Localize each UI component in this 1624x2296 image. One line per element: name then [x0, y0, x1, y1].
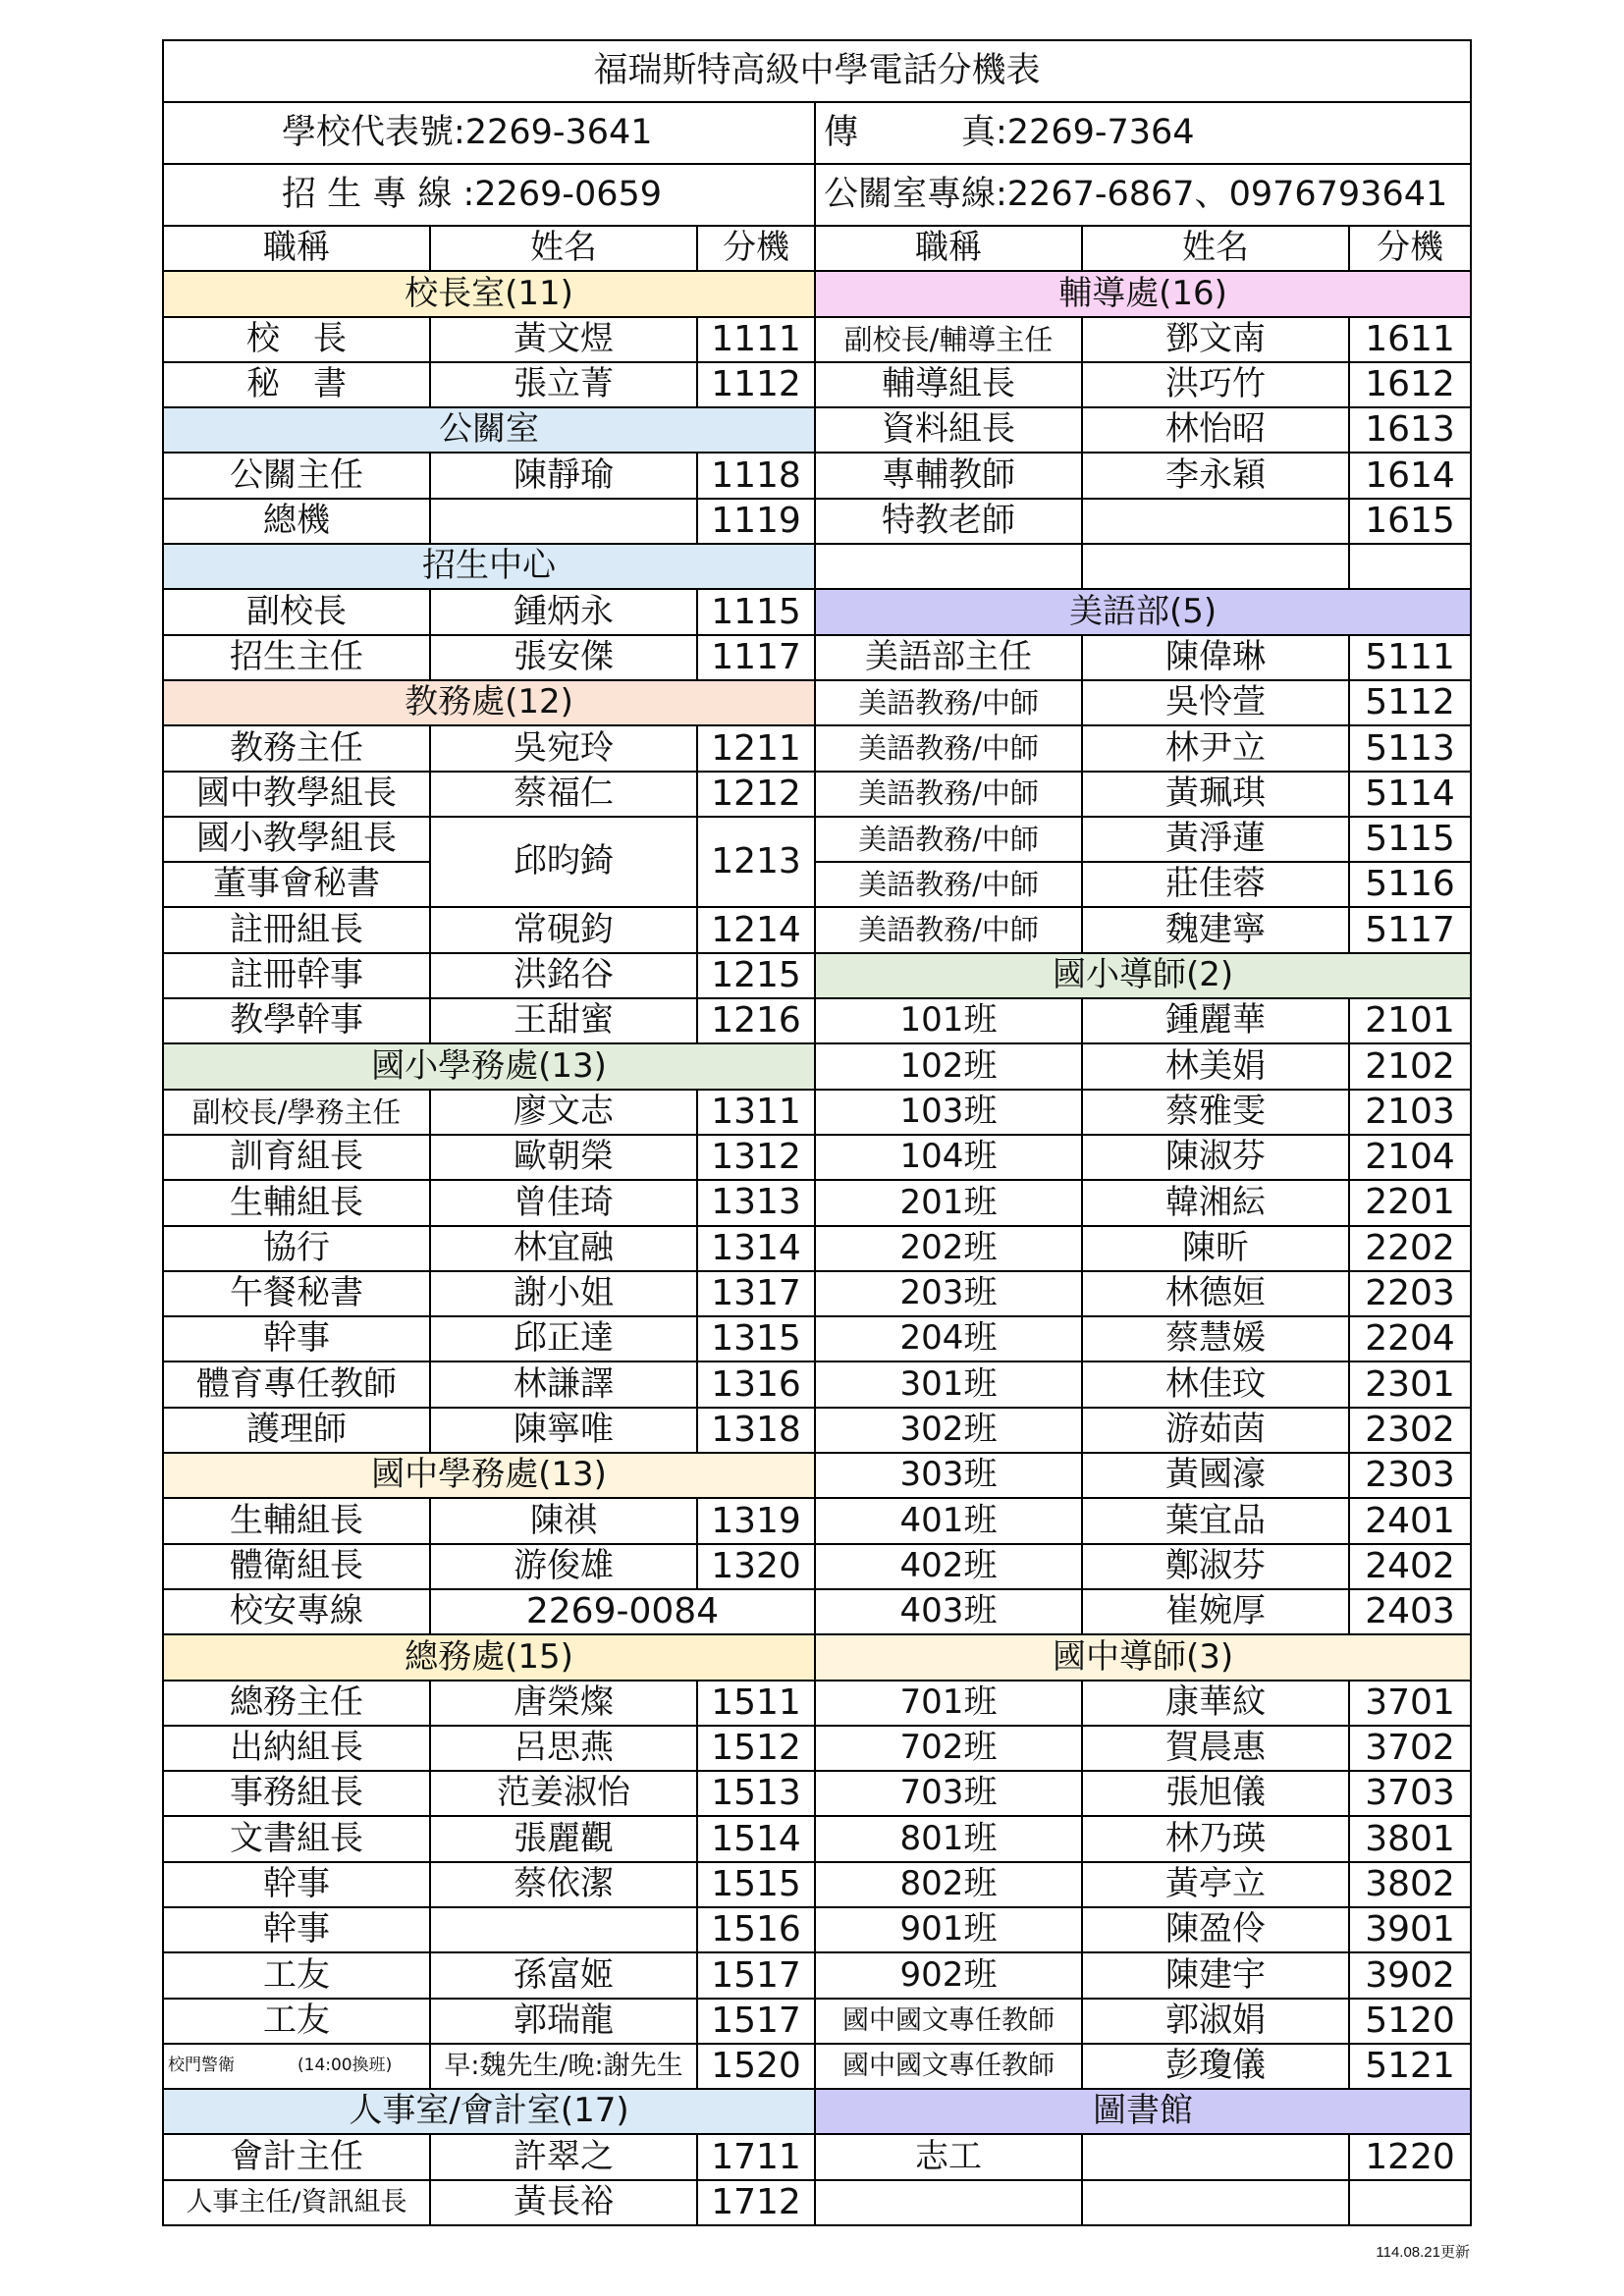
cell-title: 公關主任 [163, 453, 430, 498]
cell-title: 特教老師 [815, 499, 1082, 544]
cell-ext: 2402 [1349, 1544, 1471, 1589]
section-principal: 校長室(11) [163, 271, 815, 316]
cell-ext: 3902 [1349, 1952, 1471, 1998]
section-academic: 教務處(12) [163, 680, 815, 725]
cell-name [430, 499, 697, 544]
cell-ext: 3702 [1349, 1726, 1471, 1771]
cell-title: 303班 [815, 1453, 1082, 1498]
cell-title: 美語教務/中師 [815, 862, 1082, 907]
cell-name: 歐朝榮 [430, 1135, 697, 1180]
fax-number: 傳 真:2269-7364 [815, 102, 1471, 164]
cell-name: 蔡慧媛 [1082, 1316, 1349, 1362]
cell-ext: 2201 [1349, 1180, 1471, 1225]
table-row [163, 317, 1471, 362]
table-row [163, 635, 1471, 680]
cell-name: 黃文煜 [430, 317, 697, 362]
cell-ext: 1117 [697, 635, 815, 680]
table-row [163, 1544, 1471, 1589]
cell-title: 事務組長 [163, 1771, 430, 1816]
cell-ext: 1220 [1349, 2134, 1471, 2179]
cell-ext: 1315 [697, 1316, 815, 1362]
header-ext: 分機 [1349, 226, 1471, 271]
cell-name [430, 1907, 697, 1952]
table-row [163, 1043, 1471, 1089]
cell-ext: 5115 [1349, 817, 1471, 862]
cell-name: 蔡依潔 [430, 1862, 697, 1907]
cell-name: 吳怜萱 [1082, 680, 1349, 725]
cell-title: 訓育組長 [163, 1135, 430, 1180]
cell-name: 陳靜瑜 [430, 453, 697, 498]
cell-ext: 1517 [697, 1952, 815, 1998]
cell-ext: 2403 [1349, 1589, 1471, 1634]
cell-title: 101班 [815, 998, 1082, 1043]
safety-hotline: 2269-0084 [430, 1589, 815, 1634]
cell-ext: 1320 [697, 1544, 815, 1589]
cell-title: 203班 [815, 1271, 1082, 1316]
header-row [163, 226, 1471, 271]
cell-name: 許翠之 [430, 2134, 697, 2179]
cell-name: 鄭淑芬 [1082, 1544, 1349, 1589]
table-row [163, 1907, 1471, 1952]
cell-title: 702班 [815, 1726, 1082, 1771]
cell-title: 幹事 [163, 1907, 430, 1952]
cell-name: 彭瓊儀 [1082, 2044, 1349, 2089]
section-general: 總務處(15) [163, 1634, 815, 1680]
cell-ext: 1311 [697, 1090, 815, 1135]
section-elem-student: 國小學務處(13) [163, 1043, 815, 1089]
cell-ext: 1517 [697, 1999, 815, 2044]
table-row [163, 1726, 1471, 1771]
cell-ext: 2102 [1349, 1043, 1471, 1089]
cell-ext: 1712 [697, 2180, 815, 2225]
table-row [163, 1362, 1471, 1407]
table-row [163, 2134, 1471, 2179]
cell-title: 體衛組長 [163, 1544, 430, 1589]
table-row [163, 499, 1471, 544]
cell-title: 國中教學組長 [163, 772, 430, 817]
table-row [163, 1999, 1471, 2044]
cell-ext: 1112 [697, 362, 815, 407]
cell-ext: 2204 [1349, 1316, 1471, 1362]
cell-name: 魏建寧 [1082, 907, 1349, 952]
page-title: 福瑞斯特高級中學電話分機表 [163, 40, 1471, 102]
cell-name: 謝小姐 [430, 1271, 697, 1316]
table-row [163, 772, 1471, 817]
cell-title: 招生主任 [163, 635, 430, 680]
cell-name: 黃亭立 [1082, 1862, 1349, 1907]
table-row [163, 817, 1471, 862]
cell-name: 廖文志 [430, 1090, 697, 1135]
cell-ext: 2103 [1349, 1090, 1471, 1135]
cell-title: 副校長/學務主任 [163, 1090, 430, 1135]
cell-ext: 1513 [697, 1771, 815, 1816]
cell-title: 美語部主任 [815, 635, 1082, 680]
cell-title: 校 長 [163, 317, 430, 362]
cell-title: 文書組長 [163, 1816, 430, 1861]
cell-name: 林宜融 [430, 1226, 697, 1271]
cell-name: 蔡福仁 [430, 772, 697, 817]
table-row [163, 1681, 1471, 1726]
cell-title: 美語教務/中師 [815, 725, 1082, 771]
empty-cell [1349, 544, 1471, 589]
cell-title: 體育專任教師 [163, 1362, 430, 1407]
cell-title: 協行 [163, 1226, 430, 1271]
cell-title: 生輔組長 [163, 1498, 430, 1543]
update-note: 114.08.21更新 [1376, 2244, 1470, 2261]
cell-name: 林乃瑛 [1082, 1816, 1349, 1861]
empty-cell [1082, 544, 1349, 589]
cell-title: 總機 [163, 499, 430, 544]
cell-title: 幹事 [163, 1862, 430, 1907]
cell-name [1082, 2134, 1349, 2179]
cell-ext: 1711 [697, 2134, 815, 2179]
cell-ext: 3801 [1349, 1816, 1471, 1861]
cell-title: 403班 [815, 1589, 1082, 1634]
cell-name: 孫富姬 [430, 1952, 697, 1998]
cell-name: 洪巧竹 [1082, 362, 1349, 407]
section-library: 圖書館 [815, 2089, 1471, 2134]
cell-name: 張安傑 [430, 635, 697, 680]
table-row [163, 1589, 1471, 1634]
cell-name: 崔婉厚 [1082, 1589, 1349, 1634]
cell-ext: 1512 [697, 1726, 815, 1771]
cell-ext: 2104 [1349, 1135, 1471, 1180]
cell-title: 國小教學組長 [163, 817, 430, 862]
cell-title: 資料組長 [815, 407, 1082, 453]
section-jh-student: 國中學務處(13) [163, 1453, 815, 1498]
cell-ext: 1612 [1349, 362, 1471, 407]
cell-name: 曾佳琦 [430, 1180, 697, 1225]
cell-ext: 2202 [1349, 1226, 1471, 1271]
cell-title: 工友 [163, 1999, 430, 2044]
cell-title: 402班 [815, 1544, 1082, 1589]
cell-ext: 1511 [697, 1681, 815, 1726]
cell-name: 游俊雄 [430, 1544, 697, 1589]
table-row [163, 1180, 1471, 1225]
cell-name: 莊佳蓉 [1082, 862, 1349, 907]
cell-name: 林佳玟 [1082, 1362, 1349, 1407]
table-row [163, 407, 1471, 453]
table-row [163, 1090, 1471, 1135]
cell-name: 葉宜品 [1082, 1498, 1349, 1543]
cell-title: 會計主任 [163, 2134, 430, 2179]
cell-title: 註冊幹事 [163, 953, 430, 998]
cell-title: 午餐秘書 [163, 1271, 430, 1316]
cell-title: 秘 書 [163, 362, 430, 407]
header-name: 姓名 [430, 226, 697, 271]
cell-name: 吳宛玲 [430, 725, 697, 771]
cell-name: 賀晨惠 [1082, 1726, 1349, 1771]
cell-name: 唐榮燦 [430, 1681, 697, 1726]
cell-title: 202班 [815, 1226, 1082, 1271]
table-row [163, 1634, 1471, 1680]
cell-name: 邱正達 [430, 1316, 697, 1362]
cell-name: 黃淨蓮 [1082, 817, 1349, 862]
cell-title: 美語教務/中師 [815, 817, 1082, 862]
cell-ext: 1613 [1349, 407, 1471, 453]
cell-ext: 2203 [1349, 1271, 1471, 1316]
admission-line: 招 生 專 線 :2269-0659 [163, 164, 815, 226]
cell-title: 校安專線 [163, 1589, 430, 1634]
cell-name [1082, 499, 1349, 544]
cell-ext: 2301 [1349, 1362, 1471, 1407]
cell-name: 林德姮 [1082, 1271, 1349, 1316]
cell-name: 呂思燕 [430, 1726, 697, 1771]
cell-title: 401班 [815, 1498, 1082, 1543]
header-title: 職稱 [163, 226, 430, 271]
table-row [163, 2089, 1471, 2134]
cell-title: 美語教務/中師 [815, 907, 1082, 952]
cell-ext: 1215 [697, 953, 815, 998]
cell-ext: 3701 [1349, 1681, 1471, 1726]
cell-ext: 3802 [1349, 1862, 1471, 1907]
table-row [163, 2180, 1471, 2225]
empty-cell [1349, 2180, 1471, 2225]
cell-title: 301班 [815, 1362, 1082, 1407]
cell-ext: 5111 [1349, 635, 1471, 680]
cell-ext: 1119 [697, 499, 815, 544]
cell-title: 工友 [163, 1952, 430, 1998]
cell-title: 幹事 [163, 1316, 430, 1362]
cell-title: 出納組長 [163, 1726, 430, 1771]
section-counseling: 輔導處(16) [815, 271, 1471, 316]
phone-extension-sheet [162, 39, 1470, 2226]
cell-name: 黃珮琪 [1082, 772, 1349, 817]
section-elem-homeroom: 國小導師(2) [815, 953, 1471, 998]
cell-title: 總務主任 [163, 1681, 430, 1726]
table-row [163, 953, 1471, 998]
cell-ext: 1214 [697, 907, 815, 952]
cell-name: 張旭儀 [1082, 1771, 1349, 1816]
table-row [163, 2044, 1471, 2089]
table-row [163, 544, 1471, 589]
table-row [163, 1226, 1471, 1271]
table-row [163, 1862, 1471, 1907]
cell-ext: 3703 [1349, 1771, 1471, 1816]
cell-ext: 5116 [1349, 862, 1471, 907]
table-row [163, 453, 1471, 498]
cell-title: 901班 [815, 1907, 1082, 1952]
table-row [163, 1316, 1471, 1362]
cell-title: 教學幹事 [163, 998, 430, 1043]
table-row [163, 589, 1471, 634]
cell-name: 陳淑芬 [1082, 1135, 1349, 1180]
cell-ext: 1314 [697, 1226, 815, 1271]
cell-title: 701班 [815, 1681, 1082, 1726]
cell-ext: 1615 [1349, 499, 1471, 544]
cell-name: 林尹立 [1082, 725, 1349, 771]
section-personnel: 人事室/會計室(17) [163, 2089, 815, 2134]
table-row [163, 725, 1471, 771]
cell-ext: 5120 [1349, 1999, 1471, 2044]
cell-ext: 3901 [1349, 1907, 1471, 1952]
cell-name: 鍾麗華 [1082, 998, 1349, 1043]
cell-ext: 1316 [697, 1362, 815, 1407]
table-row [163, 998, 1471, 1043]
guard-shift-note: (14:00換班) [298, 2056, 393, 2076]
cell-title: 201班 [815, 1180, 1082, 1225]
table-row [163, 862, 1471, 907]
cell-name: 張立菁 [430, 362, 697, 407]
cell-title-guard [163, 2044, 430, 2089]
cell-ext: 1317 [697, 1271, 815, 1316]
cell-title: 302班 [815, 1408, 1082, 1453]
cell-name: 郭淑娟 [1082, 1999, 1349, 2044]
cell-name: 王甜蜜 [430, 998, 697, 1043]
cell-ext: 5121 [1349, 2044, 1471, 2089]
cell-title: 102班 [815, 1043, 1082, 1089]
table-row [163, 680, 1471, 725]
cell-ext: 2303 [1349, 1453, 1471, 1498]
cell-ext: 5113 [1349, 725, 1471, 771]
empty-cell [1082, 2180, 1349, 2225]
cell-title: 教務主任 [163, 725, 430, 771]
cell-name: 陳盈伶 [1082, 1907, 1349, 1952]
cell-title: 志工 [815, 2134, 1082, 2179]
section-admission: 招生中心 [163, 544, 815, 589]
cell-name: 康華紋 [1082, 1681, 1349, 1726]
cell-ext: 1212 [697, 772, 815, 817]
cell-ext: 1313 [697, 1180, 815, 1225]
empty-cell [815, 544, 1082, 589]
cell-ext: 2101 [1349, 998, 1471, 1043]
cell-name: 林美娟 [1082, 1043, 1349, 1089]
pr-line: 公關室專線:2267-6867、0976793641 [815, 164, 1471, 226]
cell-title: 103班 [815, 1090, 1082, 1135]
header-name: 姓名 [1082, 226, 1349, 271]
cell-name: 黃國濠 [1082, 1453, 1349, 1498]
cell-title: 703班 [815, 1771, 1082, 1816]
cell-ext: 1515 [697, 1862, 815, 1907]
cell-name: 范姜淑怡 [430, 1771, 697, 1816]
cell-ext: 1318 [697, 1408, 815, 1453]
cell-title: 董事會秘書 [163, 862, 430, 907]
table-row [163, 1453, 1471, 1498]
cell-name: 林怡昭 [1082, 407, 1349, 453]
table-row [163, 1952, 1471, 1998]
cell-ext: 1118 [697, 453, 815, 498]
table-row [163, 1771, 1471, 1816]
cell-name: 李永穎 [1082, 453, 1349, 498]
cell-ext: 5112 [1349, 680, 1471, 725]
cell-title: 國中國文專任教師 [815, 2044, 1082, 2089]
cell-name: 陳建宇 [1082, 1952, 1349, 1998]
main-phone: 學校代表號:2269-3641 [163, 102, 815, 164]
cell-ext: 1111 [697, 317, 815, 362]
cell-name: 黃長裕 [430, 2180, 697, 2225]
cell-ext: 2401 [1349, 1498, 1471, 1543]
cell-title: 人事主任/資訊組長 [163, 2180, 430, 2225]
cell-ext: 1319 [697, 1498, 815, 1543]
cell-name: 陳偉琳 [1082, 635, 1349, 680]
cell-ext: 1312 [697, 1135, 815, 1180]
cell-title: 生輔組長 [163, 1180, 430, 1225]
cell-ext: 1211 [697, 725, 815, 771]
cell-name: 韓湘紜 [1082, 1180, 1349, 1225]
table-row [163, 1816, 1471, 1861]
section-pr: 公關室 [163, 407, 815, 453]
cell-title: 902班 [815, 1952, 1082, 1998]
cell-title: 801班 [815, 1816, 1082, 1861]
cell-ext: 1516 [697, 1907, 815, 1952]
cell-name: 林謙譯 [430, 1362, 697, 1407]
cell-title: 專輔教師 [815, 453, 1082, 498]
section-english: 美語部(5) [815, 589, 1471, 634]
cell-name: 早:魏先生/晚:謝先生 [430, 2044, 697, 2089]
table-row [163, 1498, 1471, 1543]
cell-title: 802班 [815, 1862, 1082, 1907]
cell-name: 蔡雅雯 [1082, 1090, 1349, 1135]
cell-ext: 1213 [697, 817, 815, 908]
cell-ext: 2302 [1349, 1408, 1471, 1453]
header-title: 職稱 [815, 226, 1082, 271]
header-ext: 分機 [697, 226, 815, 271]
cell-name: 鍾炳永 [430, 589, 697, 634]
cell-ext: 1514 [697, 1816, 815, 1861]
cell-ext: 1216 [697, 998, 815, 1043]
table-row [163, 362, 1471, 407]
cell-name: 郭瑞龍 [430, 1999, 697, 2044]
cell-title: 美語教務/中師 [815, 772, 1082, 817]
cell-title: 國中國文專任教師 [815, 1999, 1082, 2044]
cell-name: 陳昕 [1082, 1226, 1349, 1271]
cell-ext: 5114 [1349, 772, 1471, 817]
cell-name: 陳祺 [430, 1498, 697, 1543]
cell-name: 游茹茵 [1082, 1408, 1349, 1453]
cell-title: 註冊組長 [163, 907, 430, 952]
cell-ext: 1614 [1349, 453, 1471, 498]
cell-title: 副校長 [163, 589, 430, 634]
table-row [163, 1408, 1471, 1453]
cell-ext: 5117 [1349, 907, 1471, 952]
cell-ext: 1520 [697, 2044, 815, 2089]
guard-title: 校門警衛 [168, 2056, 235, 2076]
extension-table [162, 39, 1472, 2226]
cell-name: 鄧文南 [1082, 317, 1349, 362]
cell-ext: 1115 [697, 589, 815, 634]
cell-title: 副校長/輔導主任 [815, 317, 1082, 362]
cell-title: 護理師 [163, 1408, 430, 1453]
cell-title: 輔導組長 [815, 362, 1082, 407]
table-row [163, 907, 1471, 952]
cell-name: 陳寧唯 [430, 1408, 697, 1453]
cell-title: 204班 [815, 1316, 1082, 1362]
cell-name: 常硯鈞 [430, 907, 697, 952]
cell-name: 邱昀錡 [430, 817, 697, 908]
cell-title: 104班 [815, 1135, 1082, 1180]
table-row [163, 1271, 1471, 1316]
cell-name: 張麗觀 [430, 1816, 697, 1861]
empty-cell [815, 2180, 1082, 2225]
table-row [163, 1135, 1471, 1180]
cell-name: 洪銘谷 [430, 953, 697, 998]
section-jh-homeroom: 國中導師(3) [815, 1634, 1471, 1680]
cell-title: 美語教務/中師 [815, 680, 1082, 725]
cell-ext: 1611 [1349, 317, 1471, 362]
